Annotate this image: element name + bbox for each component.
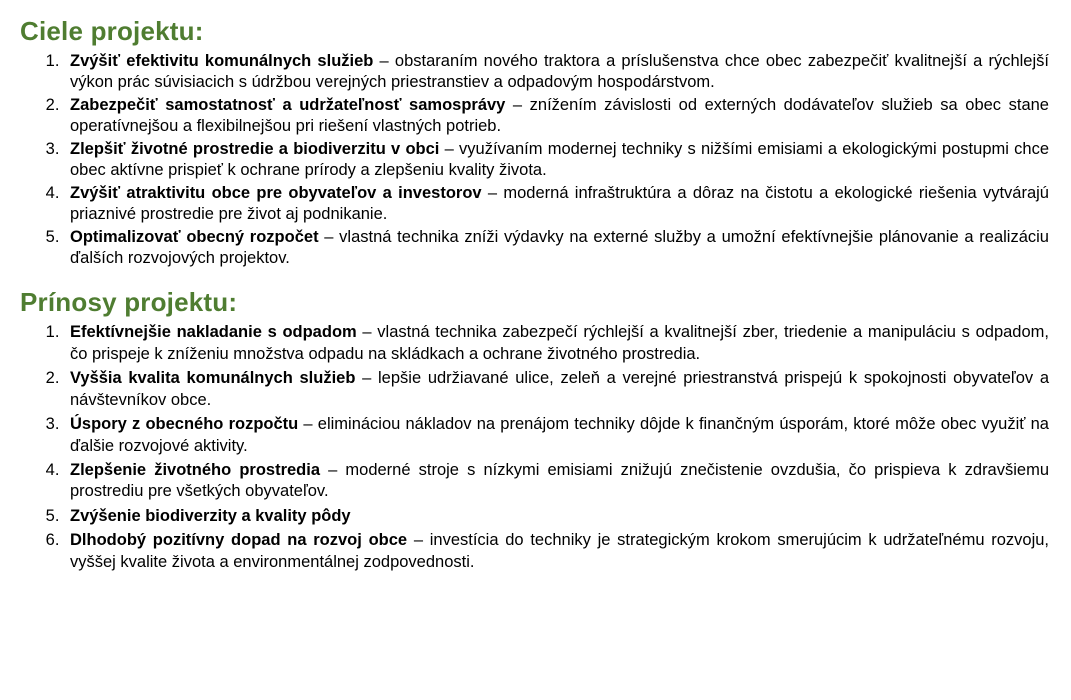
list-item-body: – obstaraním nového traktora a príslušenstva chce obec zabezpečiť kvalitnejší a rýchlejší výkon prác súvisiacich s údržbou verejných priestranstiev a odpadovým hospodárstvom. [70, 52, 1049, 92]
benefits-list [14, 322, 1049, 573]
list-item [64, 530, 1049, 573]
goals-list [14, 51, 1049, 269]
list-item [64, 227, 1049, 270]
list-item-lead: Zlepšenie životného prostredia [70, 461, 321, 479]
list-item [64, 95, 1049, 138]
list-item-lead: Zabezpečiť samostatnosť a udržateľnosť samosprávy [70, 95, 506, 114]
list-item-body: – elimináciou nákladov na prenájom techniky dôjde k finančným úsporám, ktoré môže obec využiť na ďalšie rozvojové aktivity. [70, 415, 1049, 455]
list-item-body: – využívaním modernej techniky s nižšími emisiami a ekologickými postupmi chce obec aktívne prispieť k ochrane prírody a zlepšeniu kvality života. [70, 139, 1049, 180]
list-item-lead: Zvýšiť atraktivitu obce pre obyvateľov a investorov [70, 183, 482, 202]
list-item [64, 183, 1049, 226]
list-item-lead: Vyššia kvalita komunálnych služieb [70, 369, 356, 388]
section-goals-heading: Ciele projektu: [20, 16, 204, 46]
section-benefits-heading: Prínosy projektu: [20, 287, 238, 318]
list-item-body: – moderné stroje s nízkymi emisiami znižujú znečistenie ovzdušia, čo prispieva k zdravšiemu prostrediu pre všetkých obyvateľov. [70, 461, 1050, 501]
list-item [64, 414, 1049, 457]
list-item-body: – vlastná technika zabezpečí rýchlejší a kvalitnejší zber, triedenie a manipuláciu s odpadom, čo prispeje k zníženiu množstva odpadu na skládkach a ochrane životného prostredia. [70, 323, 1049, 363]
list-item-body: – lepšie udržiavané ulice, zeleň a verejné priestranstvá prispejú k spokojnosti obyvateľov a návštevníkov obce. [70, 369, 1049, 409]
list-item-lead: Optimalizovať obecný rozpočet [70, 227, 319, 246]
list-item-lead: Zlepšiť životné prostredie a biodiverzitu v obci [70, 139, 440, 158]
list-item [64, 506, 1049, 527]
list-item [64, 51, 1049, 94]
list-item [64, 460, 1049, 503]
section-goals [14, 16, 1049, 269]
list-item-lead: Zvýšiť efektivitu komunálnych služieb [70, 52, 374, 70]
list-item [64, 139, 1049, 182]
list-item-body: – znížením závislosti od externých dodávateľov služieb sa obec stane operatívnejšou a flexibilnejšou pri riešení vlastných potrieb. [70, 95, 1049, 136]
list-item-lead: Zvýšenie biodiverzity a kvality pôdy [70, 506, 351, 525]
list-item-lead: Efektívnejšie nakladanie s odpadom [70, 323, 357, 342]
section-benefits [14, 287, 1049, 573]
list-item-body: – investícia do techniky je strategickým krokom smerujúcim k udržateľnému rozvoju, vyššej kvalite života a environmentálnej zodpovednosti. [70, 531, 1050, 571]
list-item [64, 368, 1049, 411]
list-item-lead: Úspory z obecného rozpočtu [70, 415, 299, 434]
list-item-body: – moderná infraštruktúra a dôraz na čistotu a ekologické riešenia vytvárajú priaznivé prostredie pre život aj podnikanie. [70, 183, 1049, 224]
list-item-body: – vlastná technika zníži výdavky na externé služby a umožní efektívnejšie plánovanie a realizáciu ďalších rozvojových projektov. [70, 227, 1049, 267]
list-item-lead: Dlhodobý pozitívny dopad na rozvoj obce [70, 531, 408, 550]
list-item [64, 322, 1049, 365]
